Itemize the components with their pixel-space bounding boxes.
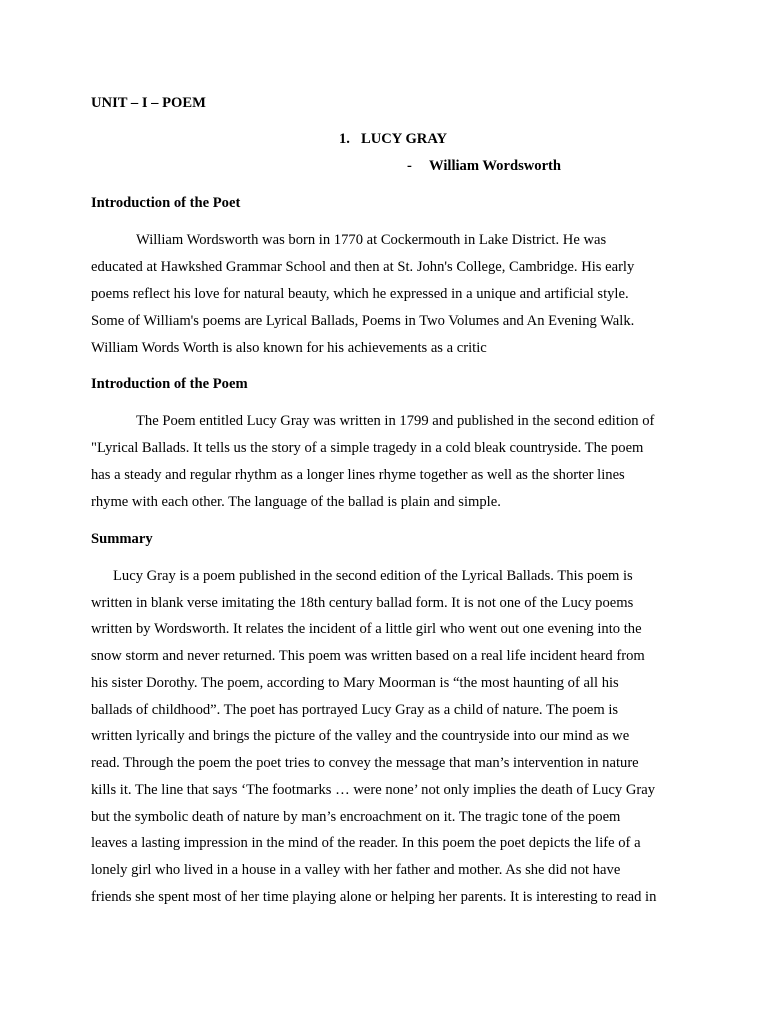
summary-line: his sister Dorothy. The poem, according to Mary Moorman is “the most haunting of all his bbox=[91, 675, 619, 691]
summary-line: written lyrically and brings the picture of the valley and the countryside into our mind as we bbox=[91, 728, 630, 744]
summary-line: written in blank verse imitating the 18th century ballad form. It is not one of the Lucy poems bbox=[91, 595, 634, 611]
summary-line: but the symbolic death of nature by man’s encroachment on it. The tragic tone of the poem bbox=[91, 809, 621, 825]
author-line bbox=[407, 156, 561, 176]
summary-line: Lucy Gray is a poem published in the second edition of the Lyrical Ballads. This poem is bbox=[113, 568, 633, 584]
intro-poem-line: "Lyrical Ballads. It tells us the story of a simple tragedy in a cold bleak countryside. The poem bbox=[91, 440, 644, 456]
summary-line: ballads of childhood”. The poet has portrayed Lucy Gray as a child of nature. The poem is bbox=[91, 702, 619, 718]
summary-line: friends she spent most of her time playing alone or helping her parents. It is interesting to read in bbox=[91, 889, 657, 905]
summary-line: kills it. The line that says ‘The footmarks … were none’ not only implies the death of Lucy Gray bbox=[91, 782, 656, 798]
intro-poet-line: William Wordsworth was born in 1770 at Cockermouth in Lake District. He was bbox=[136, 232, 607, 248]
intro-poet-line: poems reflect his love for natural beauty, which he expressed in a unique and artificial style. bbox=[91, 286, 629, 302]
summary-line: lonely girl who lived in a house in a valley with her father and mother. As she did not have bbox=[91, 862, 621, 878]
summary-line: leaves a lasting impression in the mind of the reader. In this poem the poet depicts the life of a bbox=[91, 835, 641, 851]
author-name: William Wordsworth bbox=[429, 158, 562, 174]
intro-poem-line: has a steady and regular rhythm as a longer lines rhyme together as well as the shorter lines bbox=[91, 467, 625, 483]
author-dash: - bbox=[407, 158, 412, 174]
intro-poet-heading: Introduction of the Poet bbox=[91, 195, 241, 211]
intro-poem-line: rhyme with each other. The language of the ballad is plain and simple. bbox=[91, 494, 501, 510]
unit-heading: UNIT – I – POEM bbox=[91, 95, 206, 111]
summary-line: written by Wordsworth. It relates the incident of a little girl who went out one evening into the bbox=[91, 621, 642, 637]
intro-poem-line: The Poem entitled Lucy Gray was written in 1799 and published in the second edition of bbox=[136, 413, 655, 429]
intro-poet-line: educated at Hawkshed Grammar School and then at St. John's College, Cambridge. His early bbox=[91, 259, 635, 275]
intro-poet-line: Some of William's poems are Lyrical Ballads, Poems in Two Volumes and An Evening Walk. bbox=[91, 313, 635, 329]
poem-number: 1. bbox=[339, 131, 350, 147]
poem-title-block bbox=[339, 129, 447, 149]
intro-poem-heading: Introduction of the Poem bbox=[91, 376, 248, 392]
summary-heading: Summary bbox=[91, 531, 153, 547]
intro-poet-line: William Words Worth is also known for his achievements as a critic bbox=[91, 340, 487, 356]
summary-line: read. Through the poem the poet tries to convey the message that man’s intervention in nature bbox=[91, 755, 639, 771]
summary-line: snow storm and never returned. This poem was written based on a real life incident heard from bbox=[91, 648, 645, 664]
poem-title: LUCY GRAY bbox=[361, 131, 448, 147]
